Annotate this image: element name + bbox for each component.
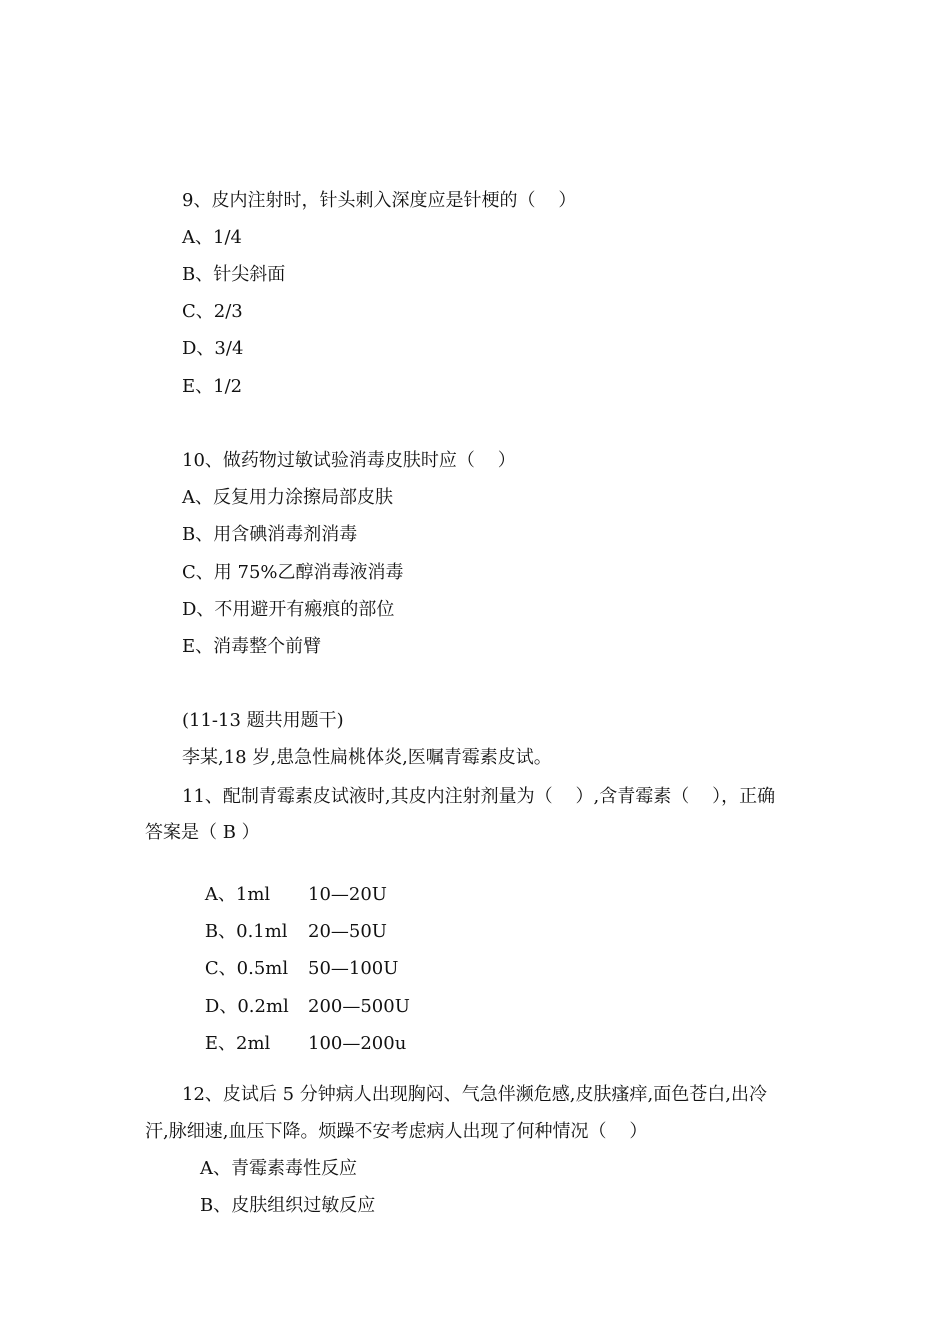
q9-question: 9、皮内注射时，针头刺入深度应是针梗的（ ）: [182, 190, 577, 211]
q12-question-line2: 汗,脉细速,血压下降。烦躁不安考虑病人出现了何种情况（ ）: [145, 1121, 648, 1142]
q11-question-line2: 答案是（ B ）: [145, 822, 260, 843]
q11-option-b-dose: B、0.1ml: [204, 921, 288, 942]
q11-option-e-dose: E、2ml: [204, 1033, 271, 1054]
q11-option-b-units: 20—50U: [308, 921, 387, 942]
q10-option-e: E、消毒整个前臂: [182, 636, 322, 657]
group-stem: 李某,18 岁,患急性扁桃体炎,医嘱青霉素皮试。: [182, 747, 552, 768]
q9-option-b: B、针尖斜面: [182, 264, 286, 285]
q11-option-c-units: 50—100U: [308, 958, 399, 979]
q11-option-e-units: 100—200u: [308, 1033, 407, 1054]
q10-question: 10、做药物过敏试验消毒皮肤时应（ ）: [182, 450, 516, 471]
q9-option-e: E、1/2: [182, 376, 243, 397]
q10-option-c: C、用 75%乙醇消毒液消毒: [182, 562, 404, 583]
group-header: (11-13 题共用题干): [182, 710, 344, 731]
q11-option-d-dose: D、0.2ml: [204, 996, 289, 1017]
q10-option-d: D、不用避开有瘢痕的部位: [182, 599, 395, 620]
q12-option-b: B、皮肤组织过敏反应: [200, 1195, 376, 1216]
q11-option-a-dose: A、1ml: [204, 884, 271, 905]
q9-option-a: A、1/4: [182, 227, 242, 248]
q10-option-b: B、用含碘消毒剂消毒: [182, 524, 358, 545]
q11-option-a-units: 10—20U: [308, 884, 387, 905]
q12-option-a: A、青霉素毒性反应: [200, 1158, 357, 1179]
q9-option-c: C、2/3: [182, 301, 243, 322]
q10-option-a: A、反复用力涂擦局部皮肤: [182, 487, 393, 508]
q9-option-d: D、3/4: [182, 338, 244, 359]
q11-option-e: [182, 1008, 782, 1080]
q11-option-d-units: 200—500U: [308, 996, 410, 1017]
q11-option-c-dose: C、0.5ml: [204, 958, 289, 979]
q12-question-line1: 12、皮试后 5 分钟病人出现胸闷、气急伴濒危感,皮肤瘙痒,面色苍白,出冷: [182, 1084, 767, 1105]
q11-question-line1: 11、配制青霉素皮试液时,其皮内注射剂量为（ ）,含青霉素（ ），正确: [182, 786, 776, 807]
